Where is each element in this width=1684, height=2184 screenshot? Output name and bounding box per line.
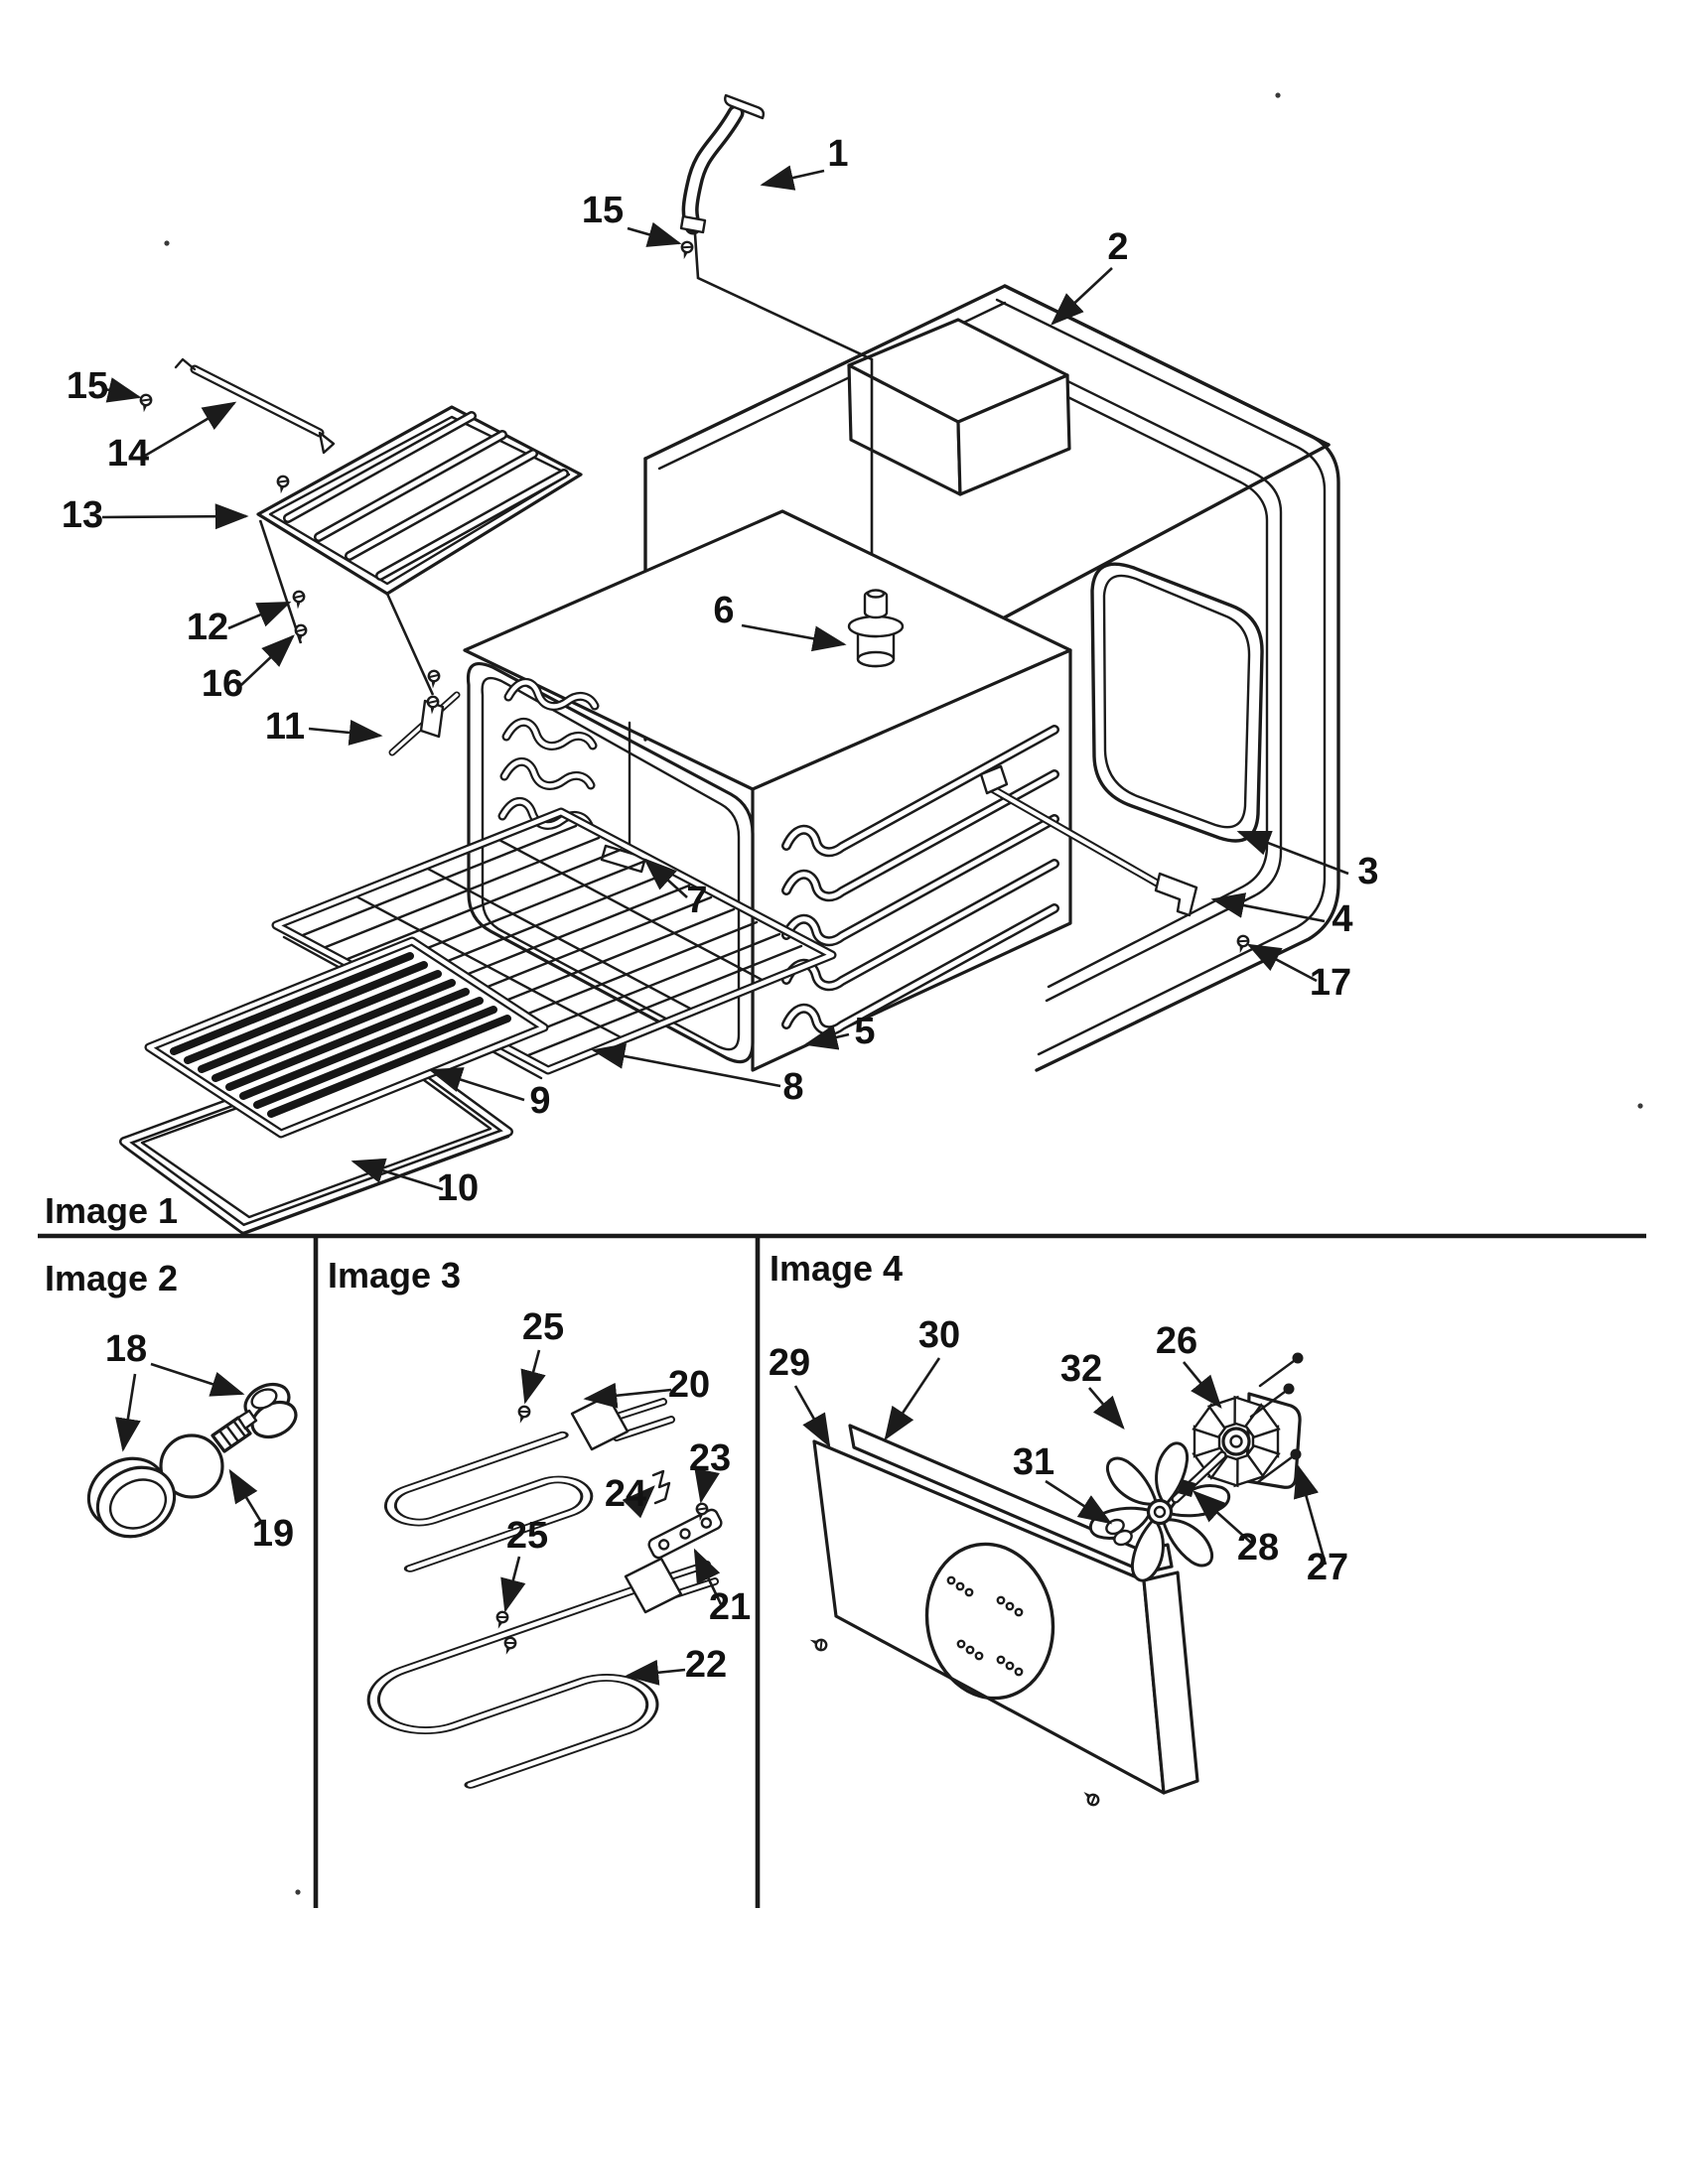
- section-title-image4: Image 4: [770, 1248, 904, 1289]
- callout-21: 21: [708, 1586, 752, 1628]
- oven-cavity: [465, 511, 1070, 1070]
- callout-32: 32: [1059, 1348, 1103, 1390]
- callout-23: 23: [688, 1437, 732, 1479]
- callout-28: 28: [1236, 1527, 1280, 1569]
- bake-terminal-plate: [626, 1559, 681, 1612]
- section-title-image3: Image 3: [328, 1255, 462, 1296]
- callout-19: 19: [251, 1513, 295, 1555]
- convection-motor: [1176, 1394, 1300, 1499]
- callout-29: 29: [768, 1342, 811, 1384]
- callout-24: 24: [604, 1473, 647, 1515]
- callout-4: 4: [1332, 898, 1353, 940]
- callout-3: 3: [1357, 851, 1379, 892]
- broil-terminal-plate: [572, 1396, 628, 1449]
- callout-9: 9: [529, 1080, 551, 1122]
- callout-5: 5: [854, 1011, 876, 1052]
- callout-8: 8: [782, 1066, 804, 1108]
- callout-17: 17: [1309, 962, 1352, 1004]
- callout-15-handle: 15: [66, 365, 109, 407]
- callout-1: 1: [827, 133, 849, 175]
- callout-16: 16: [201, 663, 244, 705]
- rod-bracket: [1156, 874, 1196, 915]
- callout-18: 18: [104, 1328, 148, 1370]
- section-title-image1: Image 1: [45, 1190, 179, 1231]
- panel-screw-leader-right: [387, 594, 433, 695]
- panel-screw-leader-left: [260, 520, 301, 643]
- callout-25-broil: 25: [521, 1306, 565, 1348]
- callout-22: 22: [684, 1644, 728, 1686]
- duct-clamp: [681, 216, 705, 232]
- callout-7: 7: [686, 880, 708, 921]
- callout-20: 20: [667, 1364, 711, 1406]
- callout-11: 11: [264, 706, 306, 748]
- callout-30: 30: [917, 1314, 961, 1356]
- broiler-insert: [149, 941, 544, 1134]
- callout-15-vent: 15: [581, 190, 625, 231]
- callout-6: 6: [713, 590, 735, 631]
- callout-12: 12: [186, 607, 229, 648]
- terminal-clip: [653, 1471, 669, 1503]
- handle-rod: [176, 359, 334, 453]
- section-title-image2: Image 2: [45, 1258, 179, 1298]
- callout-31: 31: [1012, 1441, 1055, 1483]
- callout-2: 2: [1107, 226, 1129, 268]
- callout-26: 26: [1155, 1320, 1198, 1362]
- terminal-block: [647, 1508, 724, 1560]
- callout-14: 14: [106, 433, 150, 475]
- callout-27: 27: [1306, 1547, 1349, 1588]
- bake-element: [354, 1559, 739, 1792]
- latch-bracket: [392, 695, 457, 752]
- callout-25-bake: 25: [505, 1515, 549, 1557]
- callout-10: 10: [436, 1167, 480, 1209]
- vent-duct: [681, 95, 764, 232]
- callout-13: 13: [61, 494, 104, 536]
